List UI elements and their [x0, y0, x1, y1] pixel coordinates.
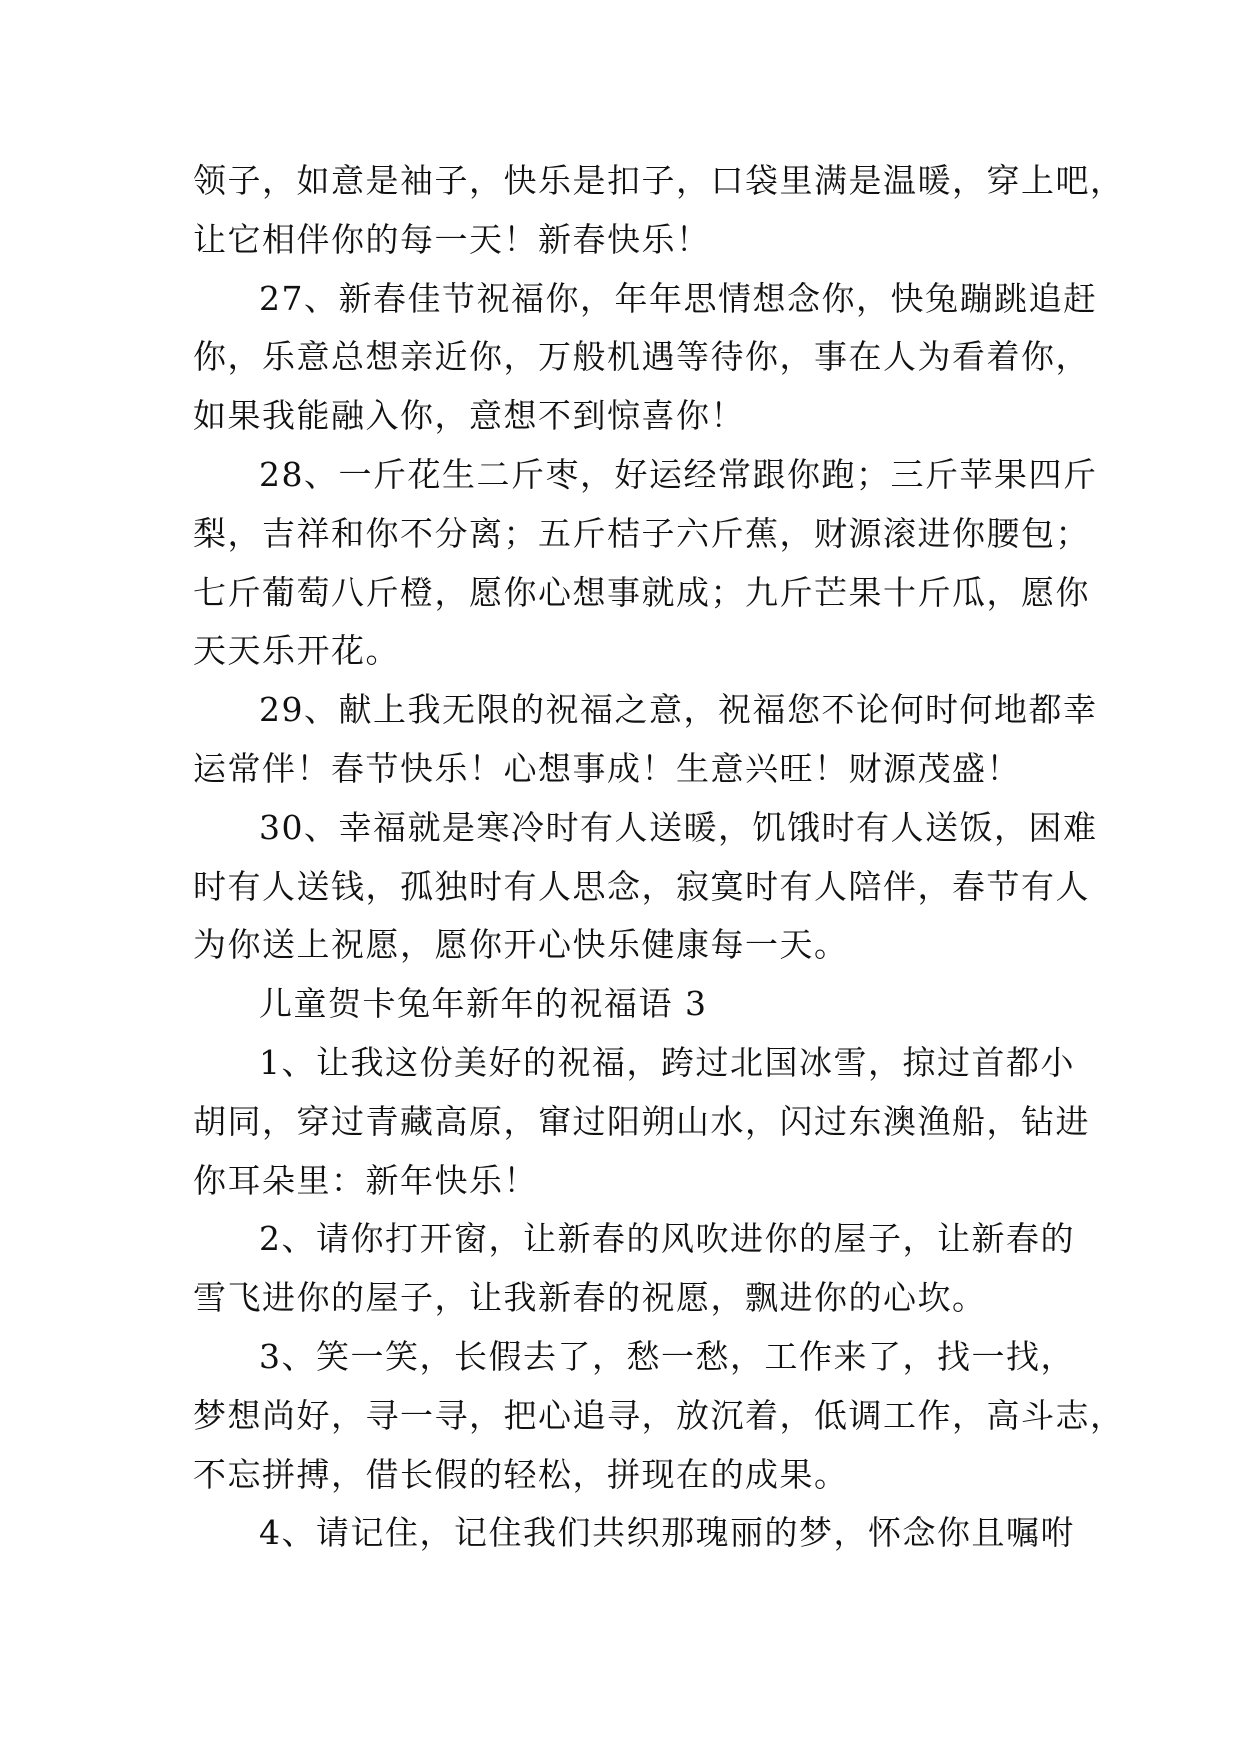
text-line: 运常伴！春节快乐！心想事成！生意兴旺！财源茂盛！ [193, 748, 1021, 788]
text-line: 为你送上祝愿，愿你开心快乐健康每一天。 [193, 925, 849, 965]
text-line: 28、一斤花生二斤枣，好运经常跟你跑；三斤苹果四斤 [259, 454, 1098, 494]
text-line: 你耳朵里：新年快乐！ [193, 1160, 538, 1200]
text-line: 27、新春佳节祝福你，年年思情想念你，快兔蹦跳追赶 [259, 278, 1098, 318]
text-line: 1、让我这份美好的祝福，跨过北国冰雪，掠过首都小 [259, 1042, 1075, 1082]
text-line: 七斤葡萄八斤橙，愿你心想事就成；九斤芒果十斤瓜，愿你 [193, 572, 1090, 612]
text-line: 30、幸福就是寒冷时有人送暖，饥饿时有人送饭，困难 [259, 807, 1098, 847]
text-line: 胡同，穿过青藏高原，窜过阳朔山水，闪过东澳渔船，钻进 [193, 1101, 1090, 1141]
text-line: 不忘拼搏，借长假的轻松，拼现在的成果。 [193, 1454, 849, 1494]
text-line: 4、请记住，记住我们共织那瑰丽的梦，怀念你且嘱咐 [259, 1513, 1075, 1553]
text-line: 如果我能融入你，意想不到惊喜你！ [193, 396, 745, 436]
text-line: 梦想尚好，寻一寻，把心追寻，放沉着，低调工作，高斗志， [193, 1395, 1125, 1435]
text-line: 29、献上我无限的祝福之意，祝福您不论何时何地都幸 [259, 690, 1098, 730]
text-line: 领子，如意是袖子，快乐是扣子，口袋里满是温暖，穿上吧， [193, 161, 1125, 200]
text-line: 让它相伴你的每一天！新春快乐！ [193, 219, 711, 259]
text-line: 雪飞进你的屋子，让我新春的祝愿，飘进你的心坎。 [193, 1278, 987, 1318]
text-line: 时有人送钱，孤独时有人思念，寂寞时有人陪伴，春节有人 [193, 866, 1090, 906]
text-line: 你，乐意总想亲近你，万般机遇等待你，事在人为看着你， [193, 337, 1090, 377]
text-line: 梨，吉祥和你不分离；五斤桔子六斤蕉，财源滚进你腰包； [193, 513, 1090, 553]
document-body [193, 152, 1125, 1563]
text-line: 3、笑一笑，长假去了，愁一愁，工作来了，找一找， [259, 1336, 1075, 1376]
text-line: 儿童贺卡兔年新年的祝福语 3 [259, 984, 708, 1024]
text-line: 2、请你打开窗，让新春的风吹进你的屋子，让新春的 [259, 1219, 1075, 1259]
text-line: 天天乐开花。 [193, 631, 400, 671]
